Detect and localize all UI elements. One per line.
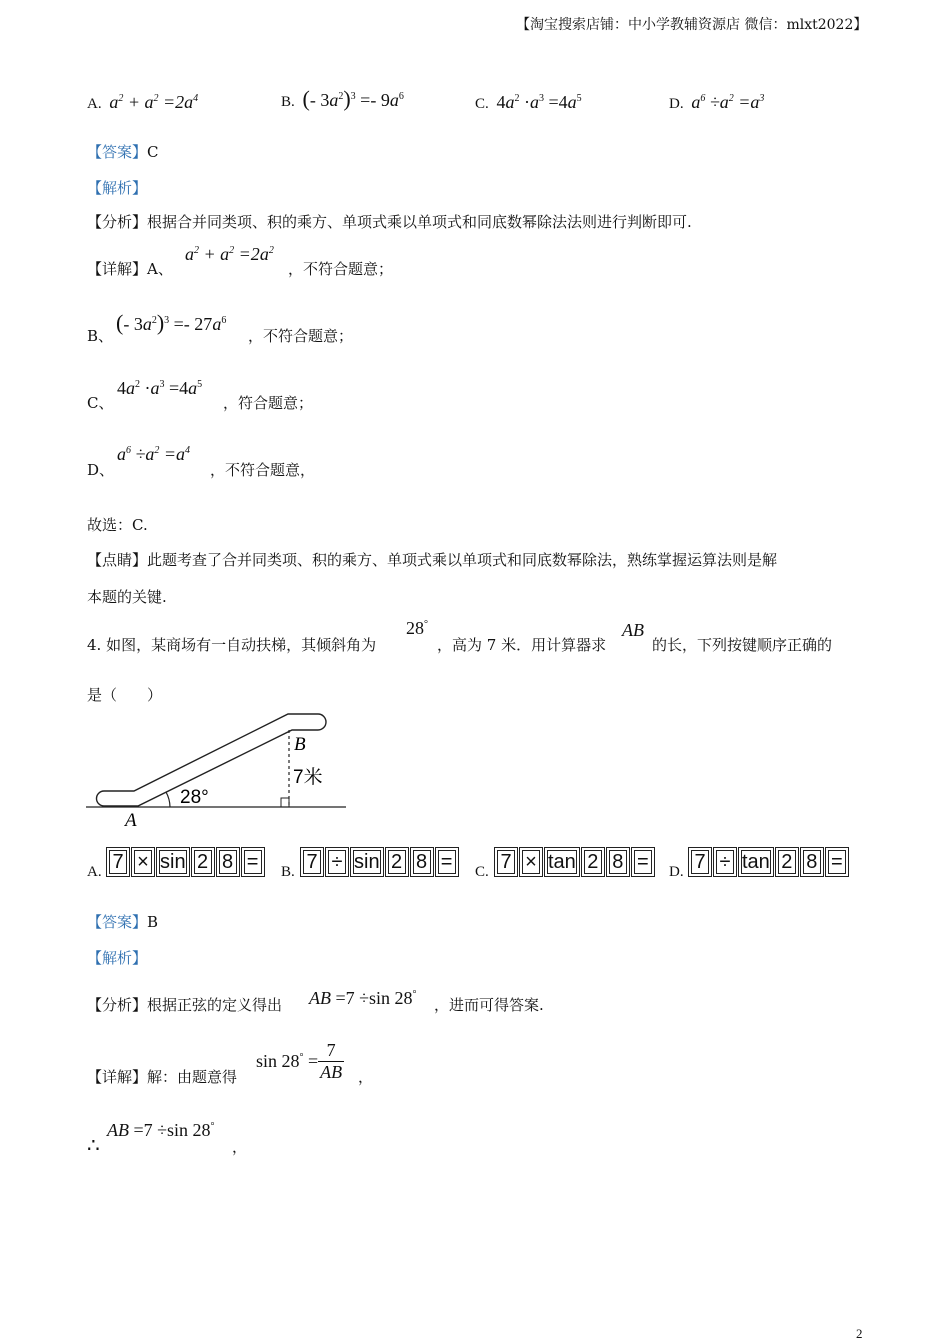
q4-option-b-keys — [300, 847, 460, 877]
key: 7 — [688, 847, 712, 877]
key: 7 — [106, 847, 130, 877]
q4-option-d-label: D. — [669, 864, 684, 880]
detail-a-prefix: A、 — [147, 260, 173, 278]
key: 8 — [606, 847, 630, 877]
q4-option-c-label: C. — [475, 864, 489, 880]
answer-label: 【答案】 — [87, 143, 148, 161]
q3-answer — [87, 141, 159, 162]
detail-c-expr: $4a^2 \cdot a^3 =4a^5$ — [117, 378, 203, 398]
angle-arc — [166, 792, 170, 807]
detail-c-suffix: ，符合题意； — [223, 394, 314, 412]
key: 8 — [800, 847, 824, 877]
key: ÷ — [325, 847, 349, 877]
option-a — [87, 92, 198, 113]
detail-d-expr: $a^6 \div a^2 =a^4$ — [117, 444, 191, 464]
angle-label: 28° — [180, 787, 209, 808]
key: = — [435, 847, 459, 877]
key: tan — [544, 847, 580, 877]
detail-b-expr: (- $3a^2)^3 =- 27a^6$ — [116, 310, 227, 335]
fenxi-text: 根据合并同类项、积的乘方、单项式乘以单项式和同底数幂除法法则进行判断即可. — [147, 213, 692, 231]
page-number: 2 — [856, 1326, 863, 1341]
option-d-label: D. — [669, 96, 684, 112]
option-a-expr: $a^2 + a^2 =2a^4$ — [109, 92, 199, 112]
q4-therefore-suffix: ， — [232, 1138, 248, 1156]
fenxi-label: 【分析】 — [87, 996, 148, 1014]
q4-detail-text-b: ， — [358, 1068, 374, 1086]
q3-dianjing — [87, 549, 777, 570]
option-d — [669, 92, 764, 113]
key: 8 — [216, 847, 240, 877]
fenxi-label: 【分析】 — [87, 213, 148, 231]
escalator-figure — [82, 706, 352, 831]
option-b-expr: (- $3a^2)^3 =- 9a^6$ — [302, 86, 404, 111]
key: 7 — [300, 847, 324, 877]
q4-detail-expr: sin 28° = $\frac{7}{AB}$ — [256, 1040, 343, 1082]
detail-a-expr: $a^2 + a^2 =2a^2$ — [185, 244, 274, 264]
detail-b-prefix: B、 — [87, 327, 114, 345]
q4-fenxi-text-b: ，进而可得答案. — [434, 996, 544, 1014]
q4-option-b-label: B. — [281, 864, 295, 880]
option-a-label: A. — [87, 96, 102, 112]
key: × — [131, 847, 155, 877]
key: = — [241, 847, 265, 877]
detail-d-prefix: D、 — [87, 461, 115, 479]
option-b — [281, 86, 404, 112]
q4-option-a-label: A. — [87, 864, 102, 880]
key: tan — [738, 847, 774, 877]
dianjing-text-2: 本题的关键. — [87, 588, 167, 606]
q4-option-d-keys — [688, 847, 850, 877]
detail-label: 【详解】 — [87, 260, 148, 278]
detail-d-suffix: ，不符合题意， — [210, 461, 316, 479]
key: = — [825, 847, 849, 877]
q4-detail — [87, 1066, 237, 1087]
right-angle-mark — [281, 798, 289, 807]
option-c-label: C. — [475, 96, 489, 112]
q4-ab-expr: AB — [622, 620, 644, 640]
key: 7 — [494, 847, 518, 877]
detail-label: 【详解】 — [87, 1068, 148, 1086]
dianjing-label: 【点睛】 — [87, 551, 148, 569]
option-c-expr: $4a^2 \cdot a^3 =4a^5$ — [496, 92, 582, 112]
detail-b-suffix: ，不符合题意； — [248, 327, 354, 345]
detail-a-suffix: ，不符合题意； — [288, 260, 394, 278]
option-d-expr: $a^6 \div a^2 =a^3$ — [691, 92, 765, 112]
q3-detail-a — [87, 258, 173, 279]
q4-stem-1c: 的长，下列按键顺序正确的 — [652, 636, 833, 654]
label-b: B — [294, 734, 306, 755]
detail-c-prefix: C、 — [87, 394, 114, 412]
height-label: 7米 — [293, 767, 323, 788]
key: = — [631, 847, 655, 877]
q3-choose: 故选：C. — [87, 516, 148, 534]
q4-fenxi — [87, 994, 282, 1015]
key: sin — [156, 847, 190, 877]
therefore-symbol: ∴ — [87, 1133, 100, 1157]
key: 2 — [385, 847, 409, 877]
key: × — [519, 847, 543, 877]
option-b-label: B. — [281, 94, 295, 110]
escalator-body — [97, 714, 327, 806]
q4-angle-expr: 28° — [406, 618, 428, 638]
answer-value: B — [147, 913, 159, 931]
option-c — [475, 92, 582, 113]
label-a: A — [125, 810, 137, 831]
q4-answer — [87, 911, 158, 932]
dianjing-text-1: 此题考查了合并同类项、积的乘方、单项式乘以单项式和同底数幂除法，熟练掌握运算法则是解 — [147, 551, 778, 569]
q4-stem-2: 是（ ） — [87, 686, 163, 704]
key: 8 — [410, 847, 434, 877]
key: 2 — [191, 847, 215, 877]
q4-analysis-label: 【解析】 — [87, 949, 148, 967]
fenxi-text-a: 根据正弦的定义得出 — [147, 996, 283, 1014]
key: 2 — [581, 847, 605, 877]
answer-value: C — [147, 143, 159, 161]
q3-analysis-label: 【解析】 — [87, 179, 148, 197]
detail-text-a: 解：由题意得 — [147, 1068, 238, 1086]
key: ÷ — [713, 847, 737, 877]
q4-fenxi-expr: AB =7 ÷sin 28° — [309, 988, 417, 1008]
q4-option-c-keys — [494, 847, 656, 877]
q4-stem-1a: 4. 如图，某商场有一自动扶梯，其倾斜角为 — [87, 636, 377, 654]
key: 2 — [775, 847, 799, 877]
q4-option-a-keys — [106, 847, 266, 877]
q4-stem-1b: ，高为 7 米．用计算器求 — [437, 636, 607, 654]
q4-therefore-expr: AB =7 ÷sin 28° — [107, 1120, 215, 1140]
page-header: 【淘宝搜索店铺：中小学教辅资源店 微信：mlxt2022】 — [516, 17, 868, 33]
q3-fenxi — [87, 211, 692, 232]
answer-label: 【答案】 — [87, 913, 148, 931]
key: sin — [350, 847, 384, 877]
